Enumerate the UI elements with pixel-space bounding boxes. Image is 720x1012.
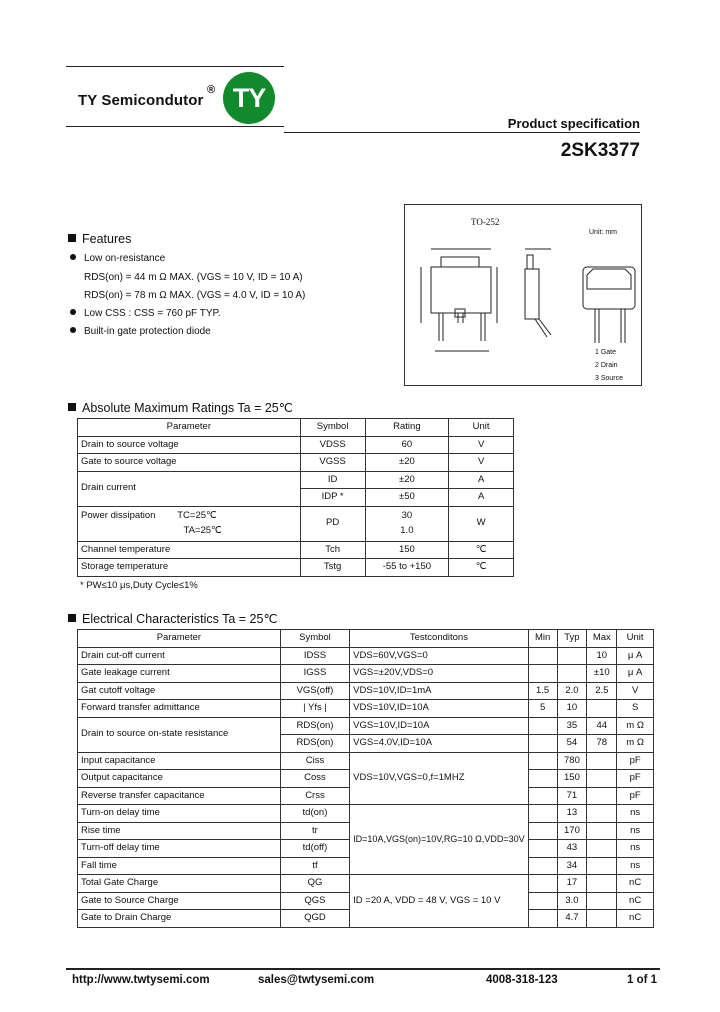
table-row: Storage temperature Tstg -55 to +150 ℃ — [78, 559, 514, 577]
package-outline-svg — [405, 205, 641, 385]
table-row: Gate leakage current IGSS VGS=±20V,VDS=0 ±10 μ A — [78, 665, 654, 683]
table-row: Turn-off delay time td(off) 43 ns — [78, 840, 654, 858]
header-cell: Rating — [365, 419, 449, 437]
abs-max-heading: Absolute Maximum Ratings Ta = 25℃ — [68, 400, 293, 415]
package-title: TO-252 — [471, 217, 500, 227]
table-row: Drain cut-off current IDSS VDS=60V,VGS=0 10 μ A — [78, 647, 654, 665]
table-row: Channel temperature Tch 150 ℃ — [78, 541, 514, 559]
table-row: Drain to source voltage VDSS 60 V — [78, 436, 514, 454]
feature-item: RDS(on) = 78 m Ω MAX. (VGS = 4.0 V, ID = 10 A) — [84, 290, 306, 301]
table-row: IDP * ±50 A — [78, 489, 514, 507]
part-number: 2SK3377 — [560, 140, 640, 161]
header-top-rule — [66, 66, 284, 67]
table-row: Gate to Drain Charge QGD 4.7 nC — [78, 910, 654, 928]
abs-max-note: * PW≤10 μs,Duty Cycle≤1% — [80, 580, 198, 591]
table-row: Gate to source voltage VGSS ±20 V — [78, 454, 514, 472]
footer-website-link[interactable]: http://www.twtysemi.com — [72, 974, 210, 986]
table-row: Total Gate Charge QG ID =20 A, VDD = 48 V, VGS = 10 V 17 nC — [78, 875, 654, 893]
table-row: Gate to Source Charge QGS 3.0 nC — [78, 892, 654, 910]
table-row: RDS(on) VGS=4.0V,ID=10A 54 78 m Ω — [78, 735, 654, 753]
table-row: Drain current ID ±20 A — [78, 471, 514, 489]
header-right-rule — [284, 132, 640, 133]
bullet-icon — [70, 254, 76, 260]
feature-item: Low on-resistance — [70, 253, 165, 264]
feature-item: Low CSS : CSS = 760 pF TYP. — [70, 308, 221, 319]
table-row: Fall time tf 34 ns — [78, 857, 654, 875]
header-left-rule — [66, 126, 284, 127]
pin-label: 3 Source — [595, 375, 624, 382]
pin-label: 2 Drain — [595, 362, 618, 369]
table-row: Reverse transfer capacitance Crss 71 pF — [78, 787, 654, 805]
package-drawing — [404, 204, 642, 386]
package-unit: Unit: mm — [589, 229, 617, 236]
footer-phone: 4008-318-123 — [486, 974, 558, 986]
registered-mark: ® — [207, 84, 216, 96]
feature-item: RDS(on) = 44 m Ω MAX. (VGS = 10 V, ID = 10 A) — [84, 272, 303, 283]
square-bullet-icon — [68, 403, 76, 411]
footer-email-link[interactable]: sales@twtysemi.com — [258, 974, 375, 986]
bullet-icon — [70, 309, 76, 315]
bullet-icon — [70, 327, 76, 333]
table-row: Input capacitance Ciss VDS=10V,VGS=0,f=1MHZ 780 pF — [78, 752, 654, 770]
elec-heading: Electrical Characteristics Ta = 25℃ — [68, 611, 277, 626]
elec-table — [77, 629, 654, 928]
table-row: Power dissipation TC=25℃ TA=25℃ PD 30 1.0 W — [78, 506, 514, 541]
table-row: Turn-on delay time td(on) ID=10A,VGS(on)=10V,RG=10 Ω,VDD=30V 13 ns — [78, 805, 654, 823]
table-row: Output capacitance Coss 150 pF — [78, 770, 654, 788]
company-logo: TY — [223, 72, 275, 124]
table-header-row — [78, 419, 514, 437]
table-row: Forward transfer admittance | Yfs | VDS=10V,ID=10A 5 10 S — [78, 700, 654, 718]
table-row: Rise time tr 170 ns — [78, 822, 654, 840]
company-name: TY Semicondutor — [78, 92, 204, 109]
page-number: 1 of 1 — [627, 974, 658, 986]
header-cell: Unit — [449, 419, 514, 437]
header-cell: Parameter — [78, 419, 301, 437]
abs-max-table — [77, 418, 514, 577]
header-cell: Symbol — [300, 419, 365, 437]
square-bullet-icon — [68, 614, 76, 622]
footer-rule — [66, 968, 660, 970]
product-spec-label: Product specification — [507, 116, 640, 131]
square-bullet-icon — [68, 234, 76, 242]
table-header-row: Parameter Symbol Testconditons Min Typ Max Unit — [78, 630, 654, 648]
table-row: Gat cutoff voltage VGS(off) VDS=10V,ID=1mA 1.5 2.0 2.5 V — [78, 682, 654, 700]
features-heading: Features — [68, 232, 131, 246]
table-row: Drain to source on-state resistance RDS(on) VGS=10V,ID=10A 35 44 m Ω — [78, 717, 654, 735]
pin-label: 1 Gate — [595, 349, 617, 356]
feature-item: Built-in gate protection diode — [70, 326, 211, 337]
